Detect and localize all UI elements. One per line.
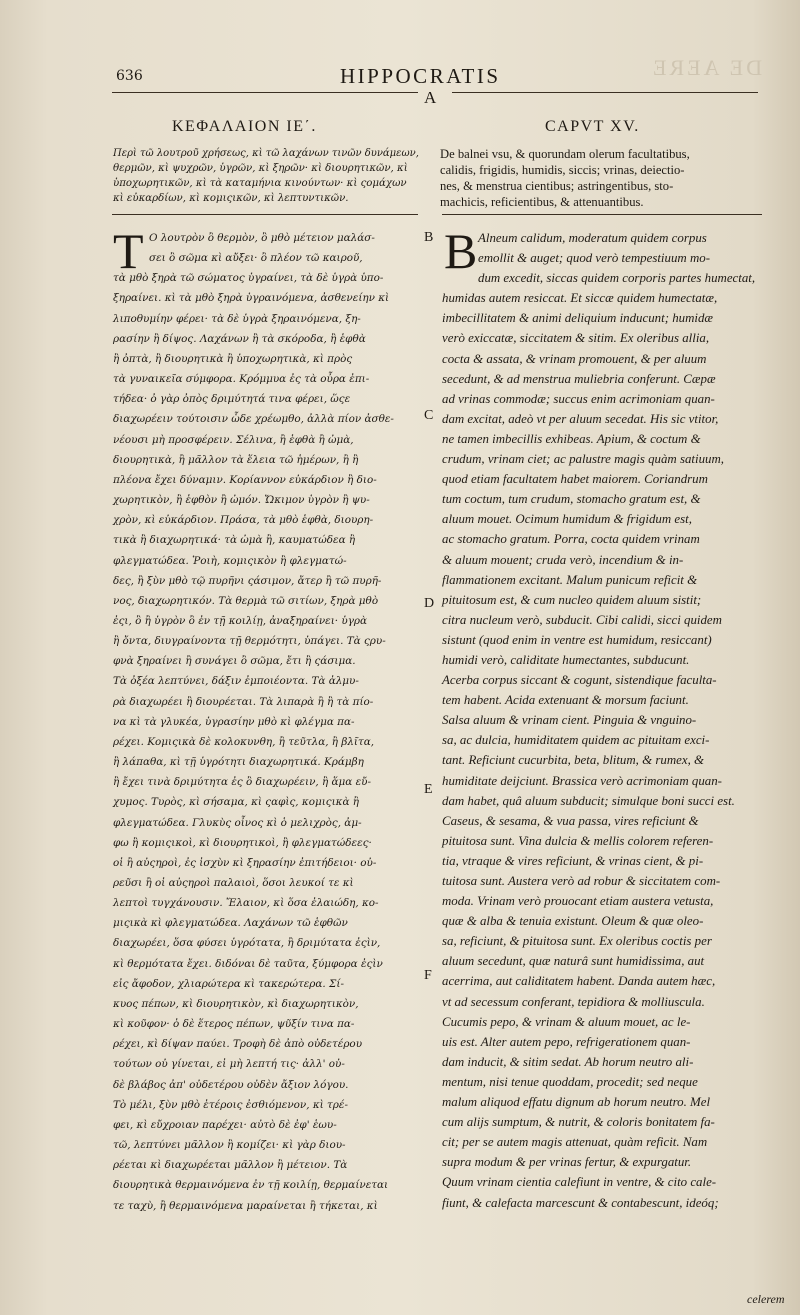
margin-letter: F — [424, 968, 432, 983]
greek-text-line: διαχωρέει, ὅσα φύσει ὑγρότατα, ἢ δριμύτατα ἐςὶν, — [113, 937, 381, 950]
greek-text-line: ἢ ὀπτὰ, ἢ διουρητικὰ ἢ ὑποχωρητικὰ, κὶ πρὸς — [113, 352, 353, 365]
greek-text-line: φλεγματώδεα. Ῥοιὴ, κομιςικὸν ἢ φλεγματώ- — [113, 554, 347, 567]
section-letter: A — [424, 88, 437, 107]
latin-text-line: & aluum mouent; cruda verò, incendium & in- — [442, 552, 684, 567]
greek-text-line: ἢ λάπαθα, κὶ τῇ ὑγρότητι διαχωρητικά. Κράμβη — [113, 756, 364, 769]
greek-text-line: ρὰ διαχωρέει ἢ διουρέεται. Τὰ λιπαρὰ ἢ ἢ τὰ πίο- — [113, 695, 374, 708]
greek-text-line: φλεγματώδεα. Γλυκὺς οἶνος κὶ ὁ μελιχρὸς, ἀμ- — [113, 816, 362, 829]
greek-text-line: μιςικὰ κὶ φλεγματώδεα. Λαχάνων τῶ ἑφθῶν — [113, 917, 348, 930]
latin-chapter-summary — [440, 146, 690, 210]
show-through-text: DE AERE — [650, 55, 763, 80]
latin-text-line: Caseus, & sesama, & vua passa, vires reficiunt & — [442, 813, 699, 828]
latin-text-line: fiunt, & calefacta marcescunt & contabescunt, ideóq; — [442, 1195, 719, 1210]
greek-text-line: ρέχει. Κομιςικὰ δὲ κολοκυνθη, ἢ τεῦτλα, ἢ βλῖτα, — [113, 735, 375, 748]
greek-text-line: δὲ βλάβος ἀπ' οὐδετέρου οὐδὲν ἄξιον λόγου. — [113, 1078, 349, 1091]
latin-text-line: flammationem excitant. Malum punicum reficit & — [442, 572, 698, 587]
greek-text-line: χρὸν, κὶ εὐκάρδιον. Πράσα, τὰ μθὸ ἑφθὰ, διουρη- — [113, 514, 374, 527]
greek-text-line: ρέεται κὶ διαχωρέεται μᾶλλον ἢ μέτειον. Τὰ — [113, 1159, 348, 1172]
greek-summary-line: κὶ εὐκαρδίων, κὶ κομιςικῶν, κὶ λεπτυντικῶν. — [113, 193, 349, 204]
latin-text-line: moda. Vrinam verò prouocant etiam austera vetusta, — [442, 894, 714, 909]
margin-letter: E — [424, 782, 433, 797]
latin-text-line: sa, ac dulcia, humiditatem quidem ac pituitam exci- — [442, 733, 710, 748]
latin-chapter-title: CAPVT XV. — [545, 118, 640, 135]
greek-text-line: δες, ἢ ξὺν μθὸ τῷ πυρῆνι ςάσιμον, ἄτερ ἢ τῶ πυρῆ- — [113, 574, 382, 587]
latin-text-line: quæ & alba & tenuia existunt. Oleum & quæ oleo- — [442, 914, 704, 929]
greek-text-line: ἢ ἔχει τινὰ δριμύτητα ἐς ὂ διαχωρέειν, ἢ ἅμα εὔ- — [113, 776, 372, 789]
greek-text-line: οἱ ἢ αὐςηροὶ, ἐς ἰσχὺν κὶ ξηρασίην ἐπιτήδειοι· οὐ- — [113, 856, 377, 869]
latin-text-line: dam excitat, adeò vt per aluum secedat. His sic vtitor, — [442, 411, 719, 426]
latin-text-line: tuitosa sunt. Austera verò ad robur & siccitatem com- — [442, 874, 721, 888]
latin-summary-line: nes, & menstrua cientibus; astringentibus, sto- — [440, 179, 674, 193]
greek-summary-line: Περὶ τῶ λουτροῦ χρήσεως, κὶ τῶ λαχάνων τινῶν δυνάμεων, — [113, 148, 419, 159]
greek-text-line: Τὸ μέλι, ξὺν μθὸ ἑτέροις ἐσθιόμενον, κὶ τρέ- — [113, 1098, 348, 1111]
greek-chapter-title: ΚΕΦΑΛΑΙΟΝ ΙΕ΄. — [172, 118, 317, 135]
greek-summary-line: θερμῶν, κὶ ψυχρῶν, ὑγρῶν, κὶ ξηρῶν· κὶ διουρητικῶν, κὶ — [113, 163, 408, 174]
summary-rule — [112, 214, 418, 215]
greek-text-line: χωρητικὸν, ἢ ἑφθὸν ἢ ὠμόν. Ὤκιμον ὑγρὸν ἢ ψυ- — [113, 494, 370, 507]
latin-text-line: tum coctum, tum crudum, stomacho gratum est, & — [442, 492, 701, 507]
greek-text-line: ξηραίνει. κὶ τὰ μθὸ ξηρὰ ὑγραινόμενα, ἀσθενείην κὶ — [113, 292, 390, 305]
greek-text-line: να κὶ τὰ γλυκέα, ὑγρασίην μθὸ κὶ φλέγμα πα- — [113, 715, 355, 728]
latin-text-line: dam habet, quâ aluum subducit; simulque boni succi est. — [442, 793, 735, 808]
latin-text-line: humidas autem resiccat. Et siccæ quidem humectatæ, — [442, 291, 718, 306]
latin-text-line: mentum, nisi tenue quoddam, procedit; sed neque — [442, 1074, 698, 1089]
greek-text-line: σει ὂ σῶμα κὶ αὔξει· ὂ πλέον τῶ καιροῦ, — [149, 252, 363, 265]
latin-summary-line: calidis, frigidis, humidis, siccis; vrinas, deiectio- — [440, 163, 685, 177]
latin-summary-line: De balnei vsu, & quorundam olerum facultatibus, — [440, 147, 690, 161]
latin-text-line: Cucumis pepo, & vrinam & aluum mouet, ac le- — [442, 1014, 691, 1029]
header-rule — [452, 92, 758, 93]
greek-text-line: τήδεα· ὀ γὰρ ὀπὸς δριμύτητά τινα φέρει, ὥςε — [113, 393, 351, 406]
latin-text-line: quod etiam facultatem habet maiorem. Coriandrum — [442, 472, 708, 487]
greek-text-line: Τὰ ὀξέα λεπτύνει, δάξιν ἐμποιέοντα. Τὰ ἁλμυ- — [113, 675, 359, 688]
margin-letter: C — [424, 408, 434, 423]
running-title: HIPPOCRATIS — [340, 64, 501, 88]
greek-text-line: διαχωρέειν τούτοισιν ὧδε χρέωμθο, ἀλλὰ πίον ἀσθε- — [113, 413, 394, 426]
latin-text-line: ad vrinas commodæ; succus enim acrimoniam quan- — [442, 391, 715, 406]
greek-text-line: κυος πέπων, κὶ διουρητικὸν, κὶ διαχωρητικὸν, — [113, 997, 359, 1010]
latin-text-line: pituitosa sunt. Vina dulcia & mellis colorem referen- — [442, 833, 714, 848]
latin-body-text — [442, 223, 762, 1213]
latin-summary-line: machicis, reficientibus, & attenuantibus. — [440, 195, 644, 209]
greek-chapter-summary — [113, 146, 425, 206]
latin-text-line: emollit & auget; quod verò tempestiuum mo- — [478, 251, 710, 266]
latin-text-line: dam inducit, & sitim sedat. Ab horum neutro ali- — [442, 1054, 694, 1069]
latin-text-line: vt ad secessum conferant, tepidiora & molliuscula. — [442, 994, 705, 1009]
greek-text-line: χυμος. Τυρὸς, κὶ σήσαμα, κὶ ςαφὶς, κομιςικὰ ἢ — [113, 796, 360, 809]
latin-text-line: cit; per se autem magis attenuat, quàm reficit. Nam — [442, 1135, 708, 1150]
greek-text-line: κὶ κοῦφον· ὁ δὲ ἕτερος πέπων, ψῦξίν τινα πα- — [113, 1018, 355, 1031]
latin-text-line: secedunt, & ad menstrua muliebria conferunt. Cæpæ — [442, 371, 716, 386]
greek-text-line: φω ἢ κομιςικοὶ, κὶ διουρητικοὶ, ἢ φλεγματώδεες· — [113, 836, 372, 849]
latin-text-line: tia, vtraque & vires reficiunt, & vrinas cient, & pi- — [442, 853, 704, 868]
latin-text-line: Alneum calidum, moderatum quidem corpus — [478, 231, 707, 245]
greek-text-line: ρέχει, κὶ δίψαν παύει. Τροφὴ δὲ ἀπὸ οὐδετέρου — [113, 1038, 363, 1051]
latin-text-line: crudum, vrinam ciet; ac palustre magis quàm satiuum, — [442, 452, 725, 467]
greek-text-line: ρασίην ἢ δίψος. Λαχάνων ἢ τὰ σκόροδα, ἢ ἑφθὰ — [113, 332, 366, 345]
latin-text-line: Acerba corpus siccant & cogunt, sistendique faculta- — [442, 673, 717, 688]
latin-text-line: uis est. Alter autem pepo, refrigerationem quan- — [442, 1034, 691, 1049]
catchword: celerem — [747, 1292, 785, 1306]
greek-text-line: τε ταχὺ, ἢ θερμαινόμενα μαραίνεται ἢ τήκεται, κὶ — [113, 1199, 378, 1212]
latin-text-line: humidi verò, caliditate humectantes, subducunt. — [442, 652, 690, 667]
latin-text-line: cum alijs sumptum, & nutrit, & coloris bonitatem fa- — [442, 1115, 715, 1130]
greek-text-line: τικὰ ἢ διαχωρητικά· τὰ ὠμὰ ἢ, καυματώδεα ἢ — [113, 534, 356, 547]
greek-text-line: νος, διαχωρητικόν. Τὰ θερμὰ τῶ σιτίων, ξηρὰ μθὸ — [113, 594, 379, 607]
greek-summary-line: ὑποχωρητικῶν, κὶ τὰ καταμήνια κινούντων· κὶ ςομάχων — [113, 178, 407, 189]
greek-text-line: Ο λουτρὸν ὂ θερμὸν, ὂ μθὸ μέτειον μαλάσ- — [149, 232, 375, 244]
latin-text-line: sa, reficiunt, & pituitosa sunt. Ex oleribus coctis per — [442, 934, 712, 949]
latin-text-line: tant. Reficiunt cucurbita, beta, blitum, & rumex, & — [442, 753, 705, 768]
greek-text-line: τὰ μθὸ ξηρὰ τῶ σώματος ὑγραίνει, τὰ δὲ ὑγρὰ ὑπο- — [113, 272, 384, 285]
latin-text-line: aluum secedunt, quæ naturâ sunt humidissima, aut — [442, 954, 705, 969]
latin-text-line: aluum mouet. Ocimum humidum & frigidum est, — [442, 512, 692, 527]
greek-text-line: ἐςι, ὂ ἢ ὑγρὸν ὂ ἐν τῇ κοιλίῃ, ἀναξηραίνει· ὑγρὰ — [113, 614, 368, 627]
summary-rule — [442, 214, 762, 215]
latin-text-line: supra modum & per vrinas fertur, & expurgatur. — [442, 1155, 692, 1170]
latin-text-line: pituitosum est, & cum nucleo quidem aluum sistit; — [442, 592, 702, 607]
latin-text-line: ne tamen imbecillis exhibeas. Apium, & coctum & — [442, 431, 701, 446]
greek-text-line: κὶ θερμότατα ἔχει. διδόναι δὲ ταῦτα, ξύμφορα ἐςὶν — [113, 957, 383, 970]
latin-text-line: cocta & assata, & vrinam promouent, & per aluum — [442, 351, 707, 366]
latin-text-line: sistunt (quod enim in ventre est humidum, resiccant) — [442, 632, 712, 647]
greek-text-line: διουρητικὰ θερμαινόμενα ἐν τῇ κοιλίῃ, θερμαίνεται — [113, 1179, 389, 1192]
greek-text-line: ἢ ὄντα, διυγραίνοντα τῇ θερμότητι, ὑπάγει. Τὰ ςρυ- — [113, 635, 386, 648]
latin-text-line: tem habent. Acida extenuant & morsum faciunt. — [442, 693, 689, 708]
greek-body-text — [113, 223, 423, 1216]
greek-text-line: τὰ γυναικεῖα σύμφορα. Κρόμμυα ἐς τὰ οὖρα ἐπι- — [113, 373, 370, 386]
greek-text-line: τούτων οὐ γίνεται, εἰ μὴ λεπτή τις· ἀλλ' οὐ- — [113, 1058, 345, 1071]
greek-text-line: νέουσι μὴ προσφέρειν. Σέλινα, ἢ ἑφθὰ ἢ ὠμὰ, — [113, 433, 354, 446]
latin-text-line: humiditate deijciunt. Brassica verò acrimoniam quan- — [442, 773, 722, 788]
latin-text-line: acerrima, aut caliditatem habent. Danda autem hæc, — [442, 974, 716, 989]
greek-text-line: λεπτοὶ τυγχάνουσιν. Ἔλαιον, κὶ ὅσα ἐλαιώδη, κο- — [113, 897, 379, 910]
greek-text-line: εἰς ἄφοδον, χλιαρώτερα κὶ τακερώτερα. Σί- — [113, 977, 344, 990]
latin-text-line: Salsa aluum & vrinam cient. Pinguia & vnguino- — [442, 713, 697, 728]
margin-letter: D — [424, 596, 435, 611]
latin-text-line: dum excedit, siccas quidem corporis partes humectat, — [478, 271, 756, 286]
greek-text-line: πλέονα ἔχει δύναμιν. Κορίαννον εὐκάρδιον ἢ διο- — [113, 473, 377, 486]
header-rule — [112, 92, 418, 93]
latin-drop-cap: B — [444, 223, 478, 279]
greek-text-line: φνὰ ξηραίνει ἢ συνάγει ὂ σῶμα, ἔτι ἢ ςάσιμα. — [113, 655, 356, 668]
latin-text-line: verò exiccatæ, siccitatem & sitim. Ex oleribus allia, — [442, 331, 710, 346]
greek-text-line: τῶ, λεπτύνει μᾶλλον ἢ κομίζει· κὶ γὰρ διου- — [113, 1139, 346, 1152]
margin-letter: B — [424, 230, 434, 245]
latin-text-line: ac stomacho gratum. Porra, cocta quidem vrinam — [442, 532, 700, 547]
latin-text-line: malum aliquod effatu dignum ab horum neutro. Mel — [442, 1095, 711, 1110]
greek-text-line: διουρητικὰ, ἢ μᾶλλον τὰ ἕλεια τῶ ἡμέρων, ἢ ἢ — [113, 453, 359, 466]
latin-text-line: imbecillitatem & animi deliquium inducunt; humidæ — [442, 311, 714, 326]
page-number: 636 — [116, 68, 143, 84]
latin-text-line: Quum vrinam cientia calefiunt in ventre, & cito cale- — [442, 1175, 717, 1190]
greek-text-line: ρεῦσι ἢ οἱ αὐςηροὶ παλαιοὶ, ὅσοι λευκοί τε κὶ — [113, 877, 354, 889]
latin-text-line: citra nucleum verò, subducit. Cibi calidi, sicci quidem — [442, 612, 722, 627]
greek-text-line: λιποθυμίην φέρει· τὰ δὲ ὑγρὰ ξηραινόμενα, ξη- — [113, 312, 361, 325]
greek-drop-cap: Τ — [113, 223, 144, 279]
greek-text-line: φει, κὶ εὔχροιαν παρέχει· αὐτὸ δὲ ἐφ' ἑωυ- — [113, 1118, 337, 1131]
